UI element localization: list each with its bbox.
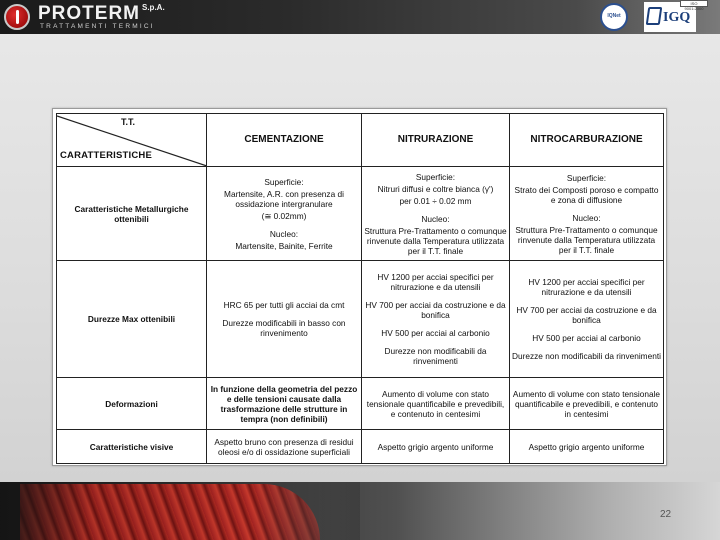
footer-banner <box>0 482 720 540</box>
cell-text: Durezze modificabili in basso con rinvenimento <box>222 318 346 338</box>
cell-text: Nucleo: <box>421 213 450 224</box>
table-row <box>57 261 664 378</box>
table-header-row <box>57 114 664 167</box>
table-row <box>57 430 664 464</box>
cell-nitrocarburazione-hardness <box>510 261 664 378</box>
row-label-visual: Caratteristiche visive <box>57 430 207 464</box>
igq-mark-icon <box>646 7 663 25</box>
cell-text: Nucleo: <box>269 228 299 239</box>
footer-shading <box>0 482 360 540</box>
header-banner <box>0 0 720 34</box>
cell-text: Nucleo: <box>572 212 601 223</box>
brand-tagline: TRATTAMENTI TERMICI <box>40 23 155 30</box>
row-label-metallurgy: Caratteristiche Metallurgiche ottenibili <box>57 167 207 261</box>
iqnet-certification-icon <box>600 3 628 31</box>
iqnet-label: IQNet <box>607 13 621 19</box>
igq-label: IGQ <box>663 10 691 25</box>
cell-nitrocarburazione-visual: Aspetto grigio argento uniforme <box>510 430 664 464</box>
cell-text: Superficie: <box>415 171 456 182</box>
brand-name <box>38 3 165 25</box>
cell-text: Martensite, Bainite, Ferrite <box>235 240 333 251</box>
page-number: 22 <box>660 509 672 520</box>
cell-text: (≅ 0.02mm) <box>261 210 307 221</box>
cell-text: Durezze non modificabili da rinvenimenti <box>384 346 487 366</box>
cell-text: Strato dei Composti poroso e compatto e zona di diffusione <box>514 184 659 205</box>
table-corner-cell <box>57 114 207 167</box>
table-row <box>57 378 664 430</box>
cell-nitrurazione-hardness <box>362 261 510 378</box>
column-header-nitrocarburazione: NITROCARBURAZIONE <box>510 114 664 167</box>
brand-suffix: S.p.A. <box>142 3 165 12</box>
comparison-table-image <box>52 108 667 466</box>
cell-text: HV 700 per acciai da costruzione e da bonifica <box>516 305 657 325</box>
row-label-deformations: Deformazioni <box>57 378 207 430</box>
cell-nitrocarburazione-deformations: Aumento di volume con stato tensionale quantificabile e prevedibili, e contenuto in centesimi <box>510 378 664 430</box>
cell-cementazione-deformations: In funzione della geometria del pezzo e delle tensioni causate dalla trasformazione delle strutture in tempra (non definibili) <box>207 378 362 430</box>
cell-nitrurazione-metallurgy <box>362 167 510 261</box>
row-label-hardness: Durezze Max ottenibili <box>57 261 207 378</box>
proterm-logo-icon <box>4 4 30 30</box>
cell-nitrurazione-visual: Aspetto grigio argento uniforme <box>362 430 510 464</box>
cell-text: per 0.01 ÷ 0.02 mm <box>399 195 472 206</box>
cell-text: HV 500 per acciai al carbonio <box>532 333 641 343</box>
cell-text: Superficie: <box>566 172 607 183</box>
cell-text: HV 500 per acciai al carbonio <box>381 328 490 338</box>
column-header-cementazione: CEMENTAZIONE <box>207 114 362 167</box>
cell-cementazione-metallurgy <box>207 167 362 261</box>
cell-text: HV 1200 per acciai specifici per nitrurazione e da utensili <box>528 277 645 297</box>
cell-text: Struttura Pre-Trattamento o comunque rinvenute dalla Temperatura utilizzata per il T.T. finale <box>515 224 658 255</box>
brand-text: PROTERM <box>38 3 140 24</box>
cell-text: Struttura Pre-Trattamento o comunque rinvenute dalla Temperatura utilizzata per il T.T. finale <box>364 225 507 256</box>
table-row <box>57 167 664 261</box>
cell-cementazione-hardness <box>207 261 362 378</box>
cell-text: Superficie: <box>264 176 304 187</box>
corner-characteristics-label: CARATTERISTICHE <box>60 150 153 161</box>
cell-nitrurazione-deformations: Aumento di volume con stato tensionale quantificabile e prevedibili, e contenuto in centesimi <box>362 378 510 430</box>
corner-tt-label: T.T. <box>121 117 136 127</box>
heat-treatment-comparison-table <box>56 113 664 464</box>
cell-nitrocarburazione-metallurgy <box>510 167 664 261</box>
iso-certification-tab: ISO 9001:2000 <box>680 0 708 7</box>
cell-text: HV 1200 per acciai specifici per nitrurazione e da utensili <box>377 272 494 292</box>
cell-text: Martensite, A.R. con presenza di ossidazione intergranulare <box>224 188 344 209</box>
cell-text: Durezze non modificabili da rinvenimenti <box>512 351 661 361</box>
cell-text: HV 700 per acciai da costruzione e da bonifica <box>365 300 506 320</box>
cell-cementazione-visual: Aspetto bruno con presenza di residui oleosi e/o di ossidazione superficiali <box>207 430 362 464</box>
cell-text: HRC 65 per tutti gli acciai da cmt <box>223 300 345 310</box>
column-header-nitrurazione: NITRURAZIONE <box>362 114 510 167</box>
cell-text: Nitruri diffusi e coltre bianca (γ') <box>377 183 494 194</box>
